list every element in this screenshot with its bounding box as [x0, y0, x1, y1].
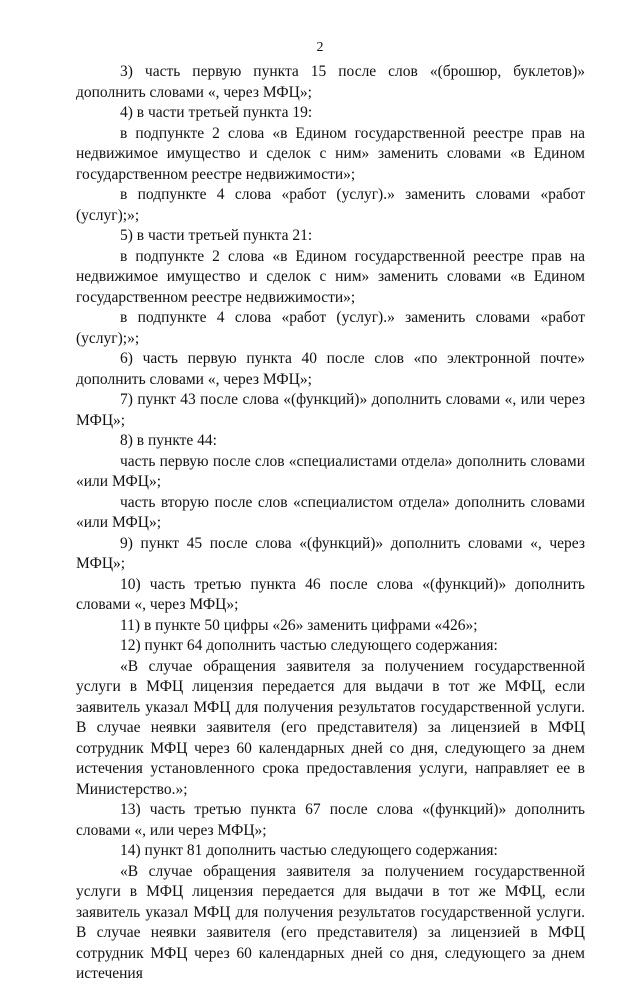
paragraph-14-quote: «В случае обращения заявителя за получением государственной услуги в МФЦ лицензия передается для выдачи в тот же МФЦ, если заявитель указал МФЦ для получения результатов государственной услуги. В случае неявки заявителя (его представителя) за лицензией в МФЦ сотрудник МФЦ через 60 календарных дней со дня, следующего за днем истечения	[76, 862, 585, 982]
paragraph-9: 9) пункт 45 после слова «(функций)» дополнить словами «, через МФЦ»;	[76, 534, 585, 572]
paragraph-5-sub2: в подпункте 2 слова «в Едином государственной реестре прав на недвижимое имущество и сделок с ним» заменить словами «в Едином государственном реестре недвижимости»;	[76, 247, 585, 306]
paragraph-7: 7) пункт 43 после слова «(функций)» дополнить словами «, или через МФЦ»;	[76, 391, 585, 429]
paragraph-5: 5) в части третьей пункта 21:	[120, 227, 313, 244]
paragraph-14: 14) пункт 81 дополнить частью следующего содержания:	[120, 842, 498, 859]
paragraph-4: 4) в части третьей пункта 19:	[120, 104, 313, 121]
paragraph-10: 10) часть третью пункта 46 после слова «(функций)» дополнить словами «, через МФЦ»;	[76, 575, 585, 613]
paragraph-4-sub2: в подпункте 2 слова «в Едином государственной реестре прав на недвижимое имущество и сделок с ним» заменить словами «в Едином государственном реестре недвижимости»;	[76, 124, 585, 183]
paragraph-5-sub4: в подпункте 4 слова «работ (услуг).» заменить словами «работ (услуг);»;	[76, 309, 585, 347]
paragraph-13: 13) часть третью пункта 67 после слова «(функций)» дополнить словами «, или через МФЦ»;	[76, 801, 585, 839]
paragraph-12: 12) пункт 64 дополнить частью следующего содержания:	[120, 637, 498, 654]
paragraph-11: 11) в пункте 50 цифры «26» заменить цифрами «426»;	[120, 616, 478, 634]
paragraph-8-part2: часть вторую после слов «специалистом отдела» дополнить словами «или МФЦ»;	[76, 493, 585, 531]
paragraph-12-quote: «В случае обращения заявителя за получением государственной услуги в МФЦ лицензия передается для выдачи в тот же МФЦ, если заявитель указал МФЦ для получения результатов государственной услуги. В случае неявки заявителя (его представителя) за лицензией в МФЦ сотрудник МФЦ через 60 календарных дней со дня, следующего за днем истечения установленного срока предоставления услуги, направляет ее в Министерство.»;	[76, 657, 585, 798]
document-body	[76, 62, 585, 985]
paragraph-3: 3) часть первую пункта 15 после слов «(брошюр, буклетов)» дополнить словами «, через МФЦ»;	[76, 63, 585, 101]
paragraph-6: 6) часть первую пункта 40 после слов «по электронной почте» дополнить словами «, через МФЦ»;	[76, 350, 585, 388]
page-number: 2	[316, 40, 324, 55]
paragraph-8: 8) в пункте 44:	[120, 432, 217, 449]
paragraph-8-part1: часть первую после слов «специалистами отдела» дополнить словами «или МФЦ»;	[76, 452, 585, 490]
paragraph-4-sub4: в подпункте 4 слова «работ (услуг).» заменить словами «работ (услуг);»;	[76, 186, 585, 224]
